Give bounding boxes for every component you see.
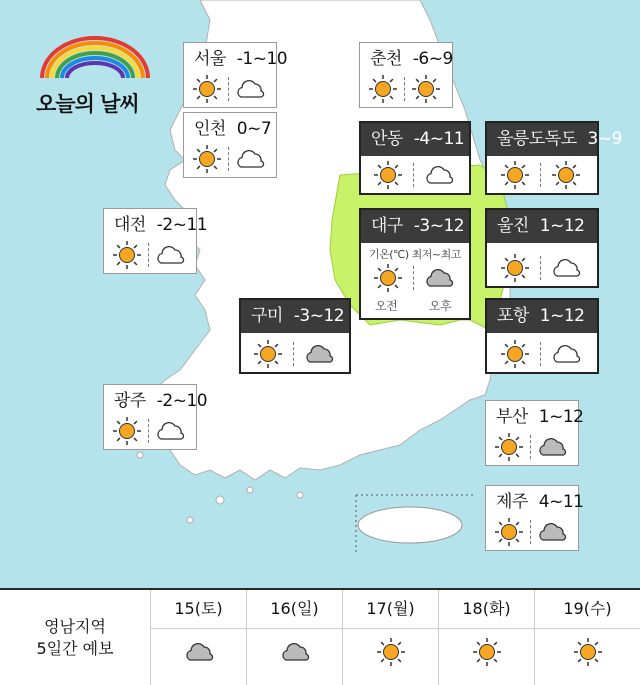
city-box-uljin bbox=[485, 208, 599, 288]
sun-icon bbox=[493, 516, 525, 548]
city-box-gwangju bbox=[103, 384, 208, 450]
city-temp: -2~11 bbox=[151, 215, 208, 235]
sun-icon bbox=[499, 338, 531, 370]
city-name: 제주 bbox=[496, 492, 528, 512]
sun-icon bbox=[191, 73, 223, 105]
forecast-day-3 bbox=[342, 590, 438, 685]
cloud-icon bbox=[550, 338, 582, 370]
cloud-icon bbox=[234, 143, 266, 175]
divider bbox=[148, 243, 149, 267]
sun-icon bbox=[111, 239, 143, 271]
forecast-day-5 bbox=[534, 590, 640, 685]
weather-icons bbox=[241, 336, 349, 372]
city-box-gumi bbox=[239, 298, 351, 374]
sun-icon bbox=[191, 143, 223, 175]
weather-icons bbox=[184, 141, 276, 177]
weather-icons bbox=[487, 336, 597, 372]
cloud-icon bbox=[154, 239, 186, 271]
weather-icons bbox=[487, 250, 597, 286]
sun-icon bbox=[499, 252, 531, 284]
city-temp: 4~11 bbox=[533, 492, 584, 512]
city-name: 춘천 bbox=[370, 49, 402, 69]
five-day-forecast bbox=[0, 588, 640, 685]
city-name: 포항 bbox=[497, 306, 529, 326]
weather-icons bbox=[360, 71, 452, 107]
divider bbox=[228, 147, 229, 171]
divider bbox=[530, 435, 531, 459]
sun-icon bbox=[252, 338, 284, 370]
weather-icons bbox=[361, 260, 469, 296]
forecast-day-label: 18(화) bbox=[439, 590, 534, 629]
city-header bbox=[361, 210, 469, 243]
city-header bbox=[361, 123, 469, 156]
jeju-island bbox=[358, 507, 462, 543]
city-temp: 1~12 bbox=[534, 216, 585, 236]
sun-icon bbox=[372, 159, 404, 191]
weather-icons bbox=[104, 237, 196, 273]
sun-icon bbox=[410, 73, 442, 105]
city-box-busan bbox=[485, 400, 584, 466]
city-temp: -1~10 bbox=[231, 49, 288, 69]
divider bbox=[413, 266, 414, 290]
forecast-day-1 bbox=[150, 590, 246, 685]
city-header bbox=[487, 210, 597, 243]
sun-icon bbox=[550, 159, 582, 191]
divider bbox=[540, 163, 541, 187]
page-title: 오늘의 날씨 bbox=[36, 92, 139, 116]
cloud-icon bbox=[423, 159, 455, 191]
weather-icons bbox=[486, 429, 578, 465]
city-name: 인천 bbox=[194, 119, 226, 139]
city-temp: -4~11 bbox=[408, 129, 465, 149]
sun-icon bbox=[572, 636, 604, 668]
city-temp: -3~12 bbox=[288, 306, 345, 326]
rainbow-icon bbox=[36, 34, 154, 80]
overcast-cloud-icon bbox=[423, 262, 455, 294]
divider bbox=[404, 77, 405, 101]
forecast-region-label bbox=[0, 590, 150, 685]
city-box-daegu bbox=[359, 208, 471, 320]
city-temp: 1~12 bbox=[533, 407, 584, 427]
sun-icon bbox=[499, 159, 531, 191]
divider bbox=[413, 163, 414, 187]
divider bbox=[228, 77, 229, 101]
divider bbox=[293, 342, 294, 366]
city-name: 울릉도독도 bbox=[497, 129, 577, 149]
divider bbox=[148, 419, 149, 443]
weather-icons bbox=[104, 413, 196, 449]
overcast-cloud-icon bbox=[279, 636, 311, 668]
sun-icon bbox=[111, 415, 143, 447]
pm-label: 오후 bbox=[429, 299, 452, 313]
divider bbox=[540, 256, 541, 280]
weather-icons bbox=[361, 157, 469, 193]
city-box-andong bbox=[359, 121, 471, 195]
forecast-day-label: 17(월) bbox=[343, 590, 438, 629]
city-name: 구미 bbox=[251, 306, 283, 326]
forecast-day-4 bbox=[438, 590, 534, 685]
city-box-chuncheon bbox=[359, 42, 453, 108]
city-header bbox=[487, 123, 622, 156]
weather-icons bbox=[487, 157, 597, 193]
forecast-day-label: 16(일) bbox=[247, 590, 342, 629]
city-box-incheon bbox=[183, 112, 277, 178]
overcast-cloud-icon bbox=[183, 636, 215, 668]
city-header bbox=[241, 300, 349, 333]
forecast-day-label: 19(수) bbox=[535, 590, 640, 629]
sun-icon bbox=[493, 431, 525, 463]
forecast-day-label: 15(토) bbox=[151, 590, 246, 629]
city-temp: -2~10 bbox=[151, 391, 208, 411]
sun-icon bbox=[367, 73, 399, 105]
divider bbox=[530, 520, 531, 544]
forecast-region-line2: 5일간 예보 bbox=[36, 638, 114, 658]
weather-icons bbox=[184, 71, 276, 107]
city-name: 부산 bbox=[496, 407, 528, 427]
overcast-cloud-icon bbox=[303, 338, 335, 370]
city-name: 대구 bbox=[371, 216, 403, 236]
weather-icons bbox=[486, 514, 578, 550]
sun-icon bbox=[372, 262, 404, 294]
city-name: 광주 bbox=[114, 391, 146, 411]
city-name: 대전 bbox=[114, 215, 146, 235]
city-box-seoul bbox=[183, 42, 288, 108]
forecast-day-2 bbox=[246, 590, 342, 685]
city-name: 서울 bbox=[194, 49, 226, 69]
city-temp: 1~12 bbox=[534, 306, 585, 326]
divider bbox=[540, 342, 541, 366]
city-name: 울진 bbox=[497, 216, 529, 236]
sun-icon bbox=[471, 636, 503, 668]
cloud-icon bbox=[154, 415, 186, 447]
city-header bbox=[487, 300, 597, 333]
temp-legend-label: 기온(℃) 최저~최고 bbox=[369, 248, 461, 261]
city-temp: 0~7 bbox=[231, 119, 272, 139]
city-box-daejeon bbox=[103, 208, 208, 274]
city-temp: -6~9 bbox=[407, 49, 453, 69]
cloud-icon bbox=[550, 252, 582, 284]
cloud-icon bbox=[234, 73, 266, 105]
overcast-cloud-icon bbox=[536, 431, 568, 463]
sun-icon bbox=[375, 636, 407, 668]
am-label: 오전 bbox=[375, 299, 398, 313]
overcast-cloud-icon bbox=[536, 516, 568, 548]
forecast-region-line1: 영남지역 bbox=[44, 616, 106, 636]
city-temp: 3~9 bbox=[582, 129, 622, 149]
city-box-pohang bbox=[485, 298, 599, 374]
city-temp: -3~12 bbox=[408, 216, 465, 236]
city-box-ulleungdo bbox=[485, 121, 622, 195]
city-name: 안동 bbox=[371, 129, 403, 149]
city-box-jeju bbox=[485, 485, 584, 551]
